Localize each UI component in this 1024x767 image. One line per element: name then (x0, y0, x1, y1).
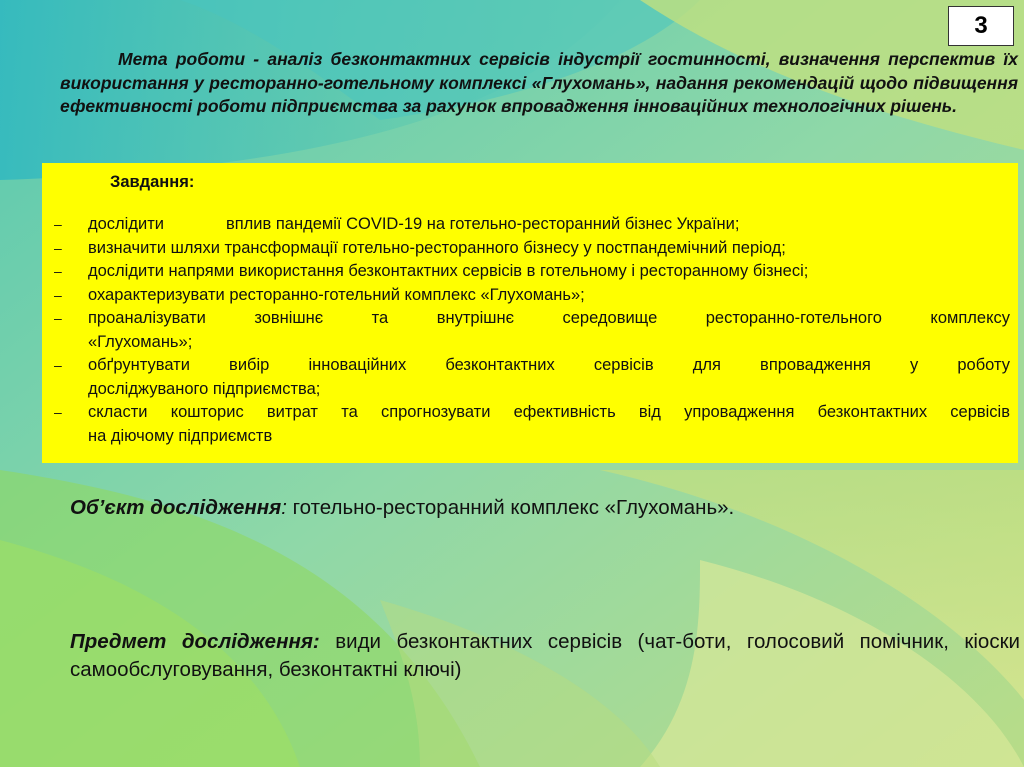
dash-bullet-icon: – (54, 310, 62, 326)
task-item: – охарактеризувати ресторанно-готельний комплекс «Глухомань»; (42, 284, 1018, 308)
research-subject-text: види безконтактних сервісів (чат-боти, голосовий помічник, кіоски самообслуговування, безконтактні ключі) (70, 630, 1020, 681)
research-object-label: Об’єкт дослідження (70, 496, 282, 519)
tasks-panel (42, 163, 1018, 463)
dash-bullet-icon: – (54, 263, 62, 279)
dash-bullet-icon: – (54, 239, 62, 256)
dash-bullet-icon: – (54, 404, 62, 420)
dash-bullet-icon: – (54, 216, 62, 232)
task-item: – скласти кошторис витрат та спрогнозувати ефективність від упровадження безконтактних сервісів на діючому підприємств (54, 403, 1010, 445)
task-item: – обґрунтувати вибір інноваційних безконтактних сервісів для впровадження у роботу досліджуваного підприємства; (54, 356, 1010, 398)
research-subject (70, 628, 1020, 684)
tasks-list (42, 213, 1018, 448)
research-object: Об’єкт дослідження: готельно-ресторанний комплекс «Глухомань». (70, 496, 735, 519)
task-item: – проаналізувати зовнішнє та внутрішнє середовище ресторанно-готельного комплексу «Глухомань»; (54, 309, 1010, 351)
page-number-badge: 3 (948, 6, 1014, 46)
tasks-title: Завдання: (110, 173, 195, 191)
task-item: – визначити шляхи трансформації готельно-ресторанного бізнесу у постпандемічний період; (42, 237, 1018, 261)
task-item: – дослідити напрями використання безконтактних сервісів в готельному і ресторанному бізнесі; (42, 260, 1018, 284)
dash-bullet-icon: – (54, 357, 62, 373)
research-object-text: готельно-ресторанний комплекс «Глухомань». (286, 496, 735, 519)
research-goal-paragraph: Мета роботи - аналіз безконтактних сервісів індустрії гостинності, визначення перспектив їх використання у ресторанно-готельному комплексі «Глухомань», надання рекомендацій щодо підвищення ефективності роботи підприємства за рахунок впровадження інноваційних технологічних рішень. (60, 49, 1018, 116)
task-item: – дослідити вплив пандемії COVID-19 на готельно-ресторанний бізнес України; (42, 213, 1018, 237)
research-subject-label: Предмет дослідження: (70, 630, 320, 653)
dash-bullet-icon: – (54, 286, 62, 303)
